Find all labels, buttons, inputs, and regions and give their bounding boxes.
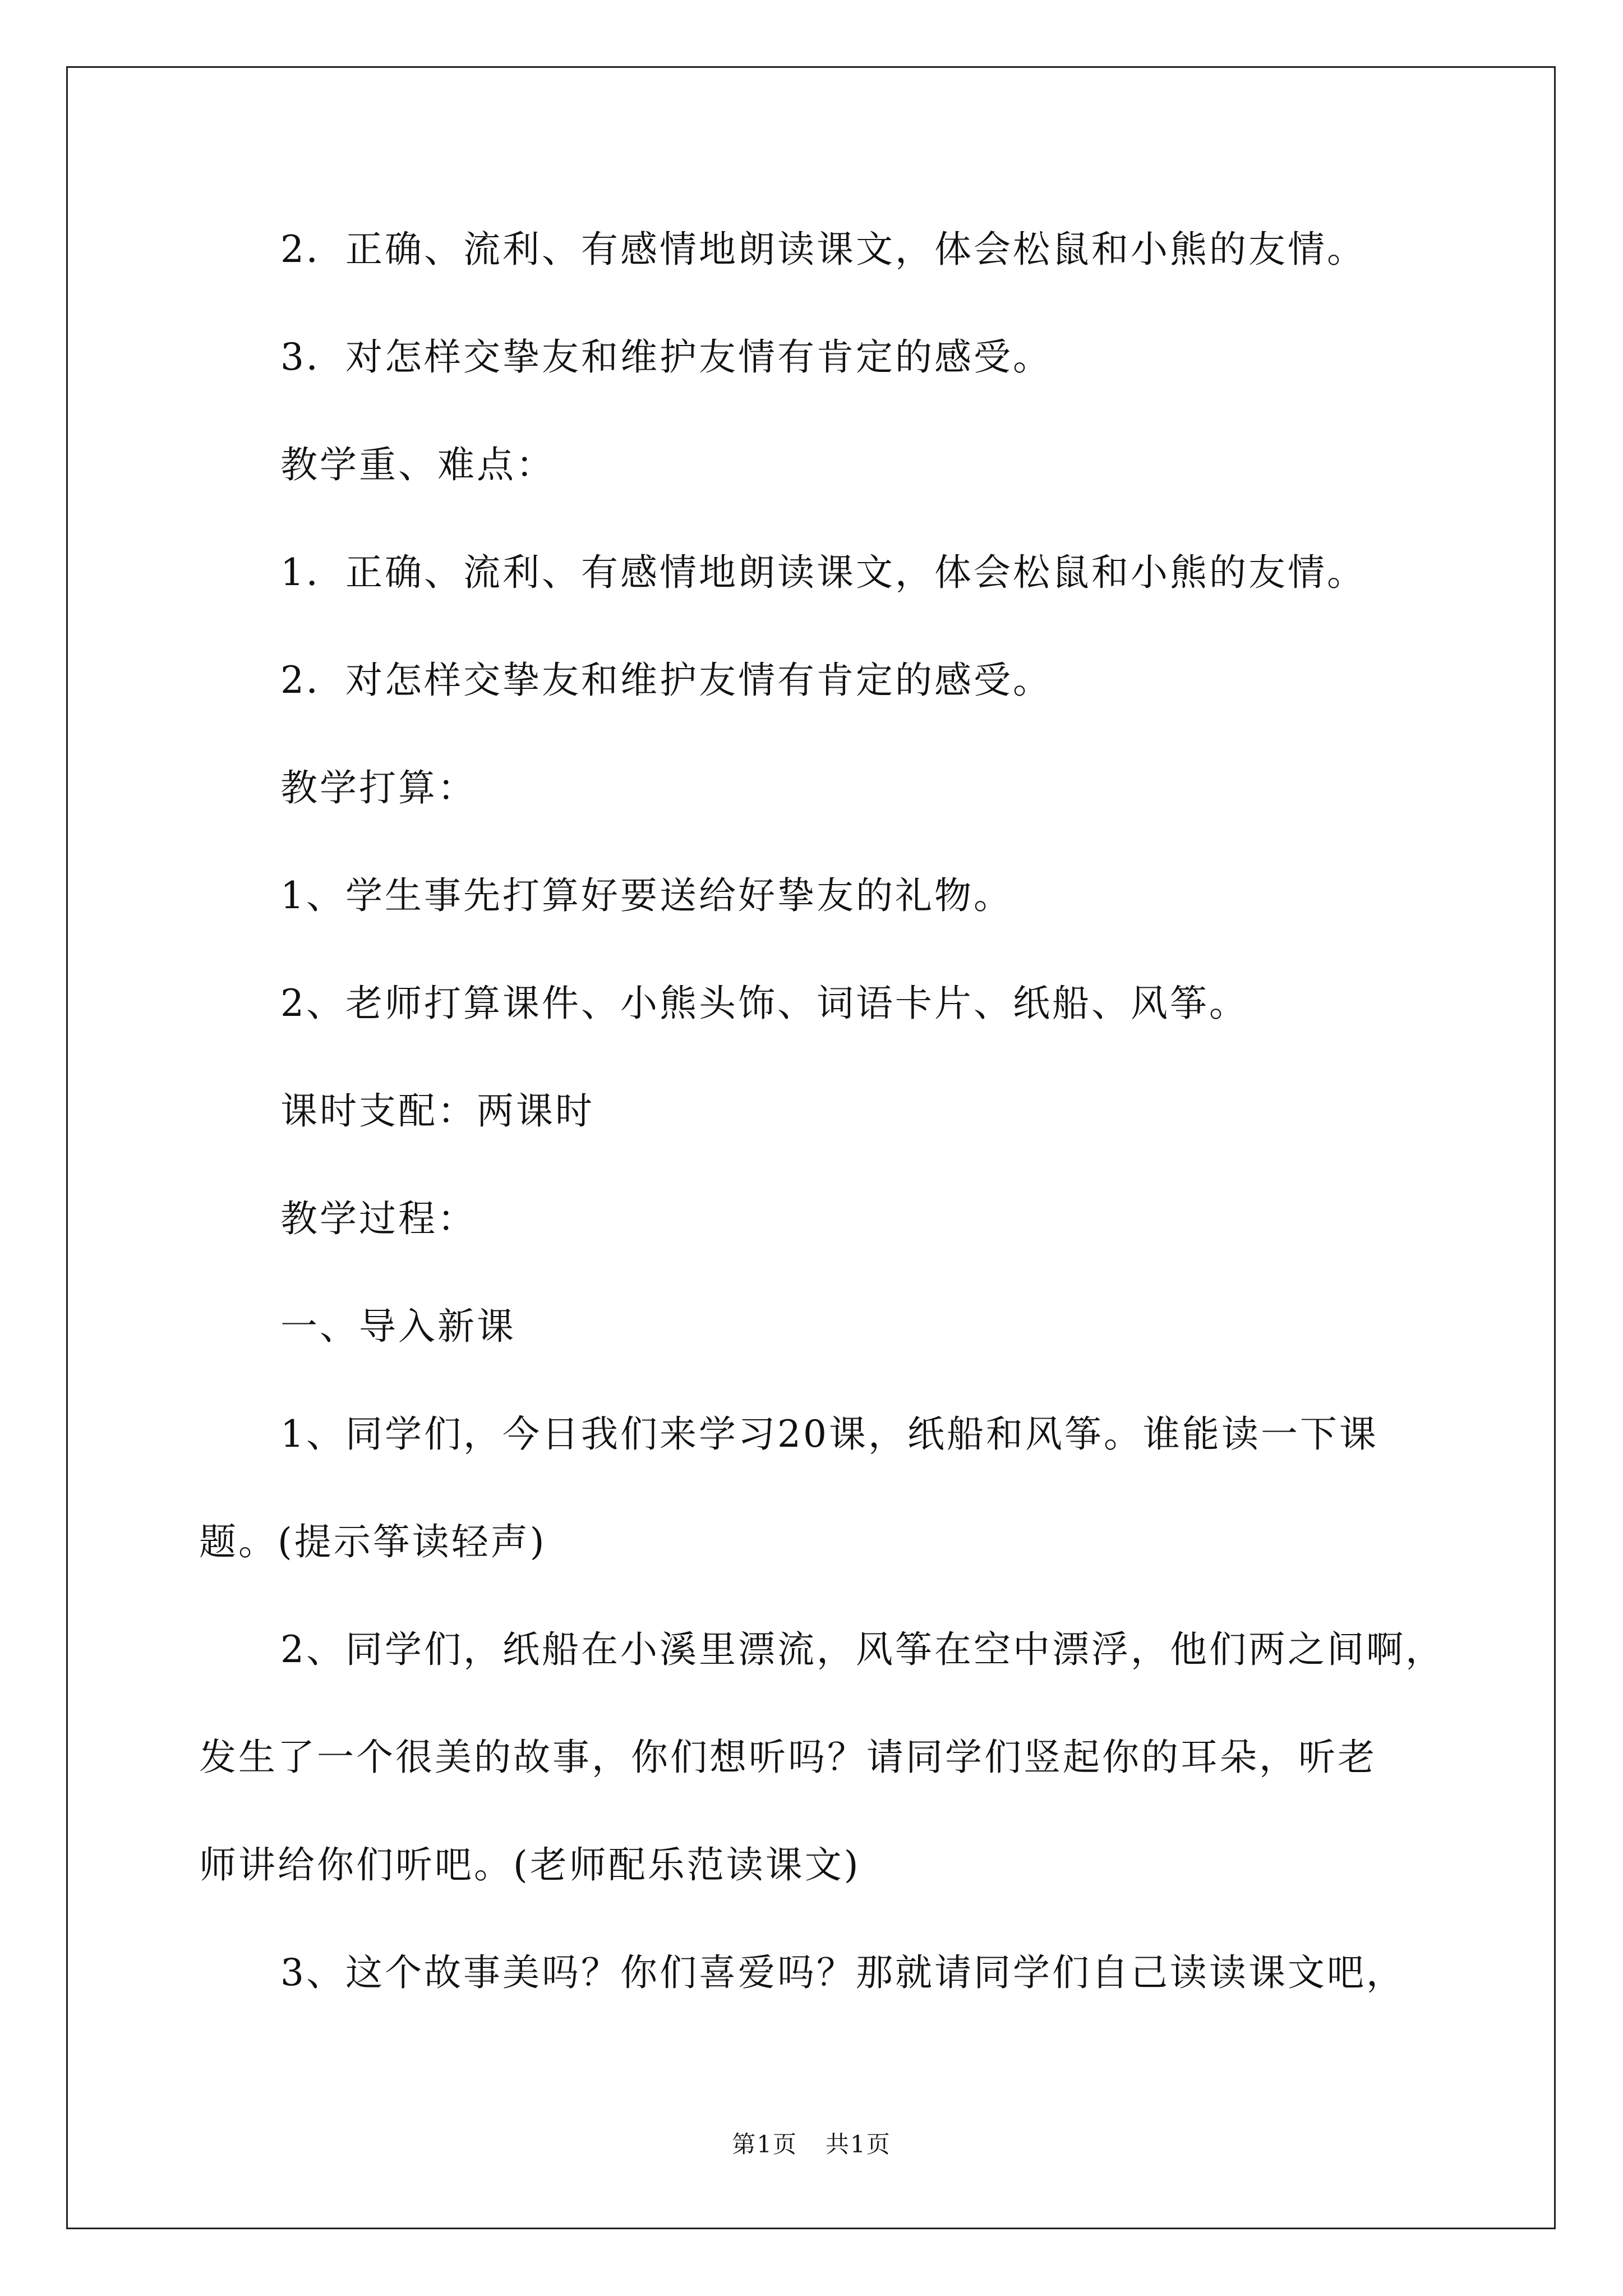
page-total: 共1页 bbox=[826, 2131, 891, 2158]
class-hours: 课时支配：两课时 bbox=[280, 1089, 594, 1133]
section-intro: 一、导入新课 bbox=[280, 1305, 516, 1348]
objective-3: 3．对怎样交挚友和维护友情有肯定的感受。 bbox=[280, 335, 1052, 379]
key-point-2: 2．对怎样交挚友和维护友情有肯定的感受。 bbox=[280, 659, 1052, 702]
heading-preparation: 教学打算： bbox=[280, 766, 477, 809]
heading-key-points: 教学重、难点： bbox=[280, 443, 555, 486]
heading-process: 教学过程： bbox=[280, 1197, 477, 1240]
page-border bbox=[66, 66, 1556, 2229]
page-number: 第1页 bbox=[732, 2131, 797, 2158]
intro-step-2-line-2: 发生了一个很美的故事，你们想听吗？请同学们竖起你的耳朵，听老 bbox=[199, 1736, 1377, 1779]
intro-step-2-line-3: 师讲给你们听吧。(老师配乐范读课文) bbox=[199, 1843, 861, 1887]
key-point-1: 1．正确、流利、有感情地朗读课文，体会松鼠和小熊的友情。 bbox=[280, 551, 1366, 594]
intro-step-3-line-1: 3、这个故事美吗？你们喜爱吗？那就请同学们自己读读课文吧， bbox=[280, 1951, 1405, 1994]
preparation-1: 1、学生事先打算好要送给好挚友的礼物。 bbox=[280, 874, 1013, 917]
preparation-2: 2、老师打算课件、小熊头饰、词语卡片、纸船、风筝。 bbox=[280, 982, 1248, 1025]
intro-step-1-line-2: 题。(提示筝读轻声) bbox=[199, 1520, 547, 1563]
objective-2: 2．正确、流利、有感情地朗读课文，体会松鼠和小熊的友情。 bbox=[280, 228, 1366, 271]
page-footer bbox=[0, 2129, 1623, 2160]
intro-step-1-line-1: 1、同学们，今日我们来学习20课，纸船和风筝。谁能读一下课 bbox=[280, 1412, 1378, 1456]
intro-step-2-line-1: 2、同学们，纸船在小溪里漂流，风筝在空中漂浮，他们两之间啊， bbox=[280, 1628, 1445, 1671]
